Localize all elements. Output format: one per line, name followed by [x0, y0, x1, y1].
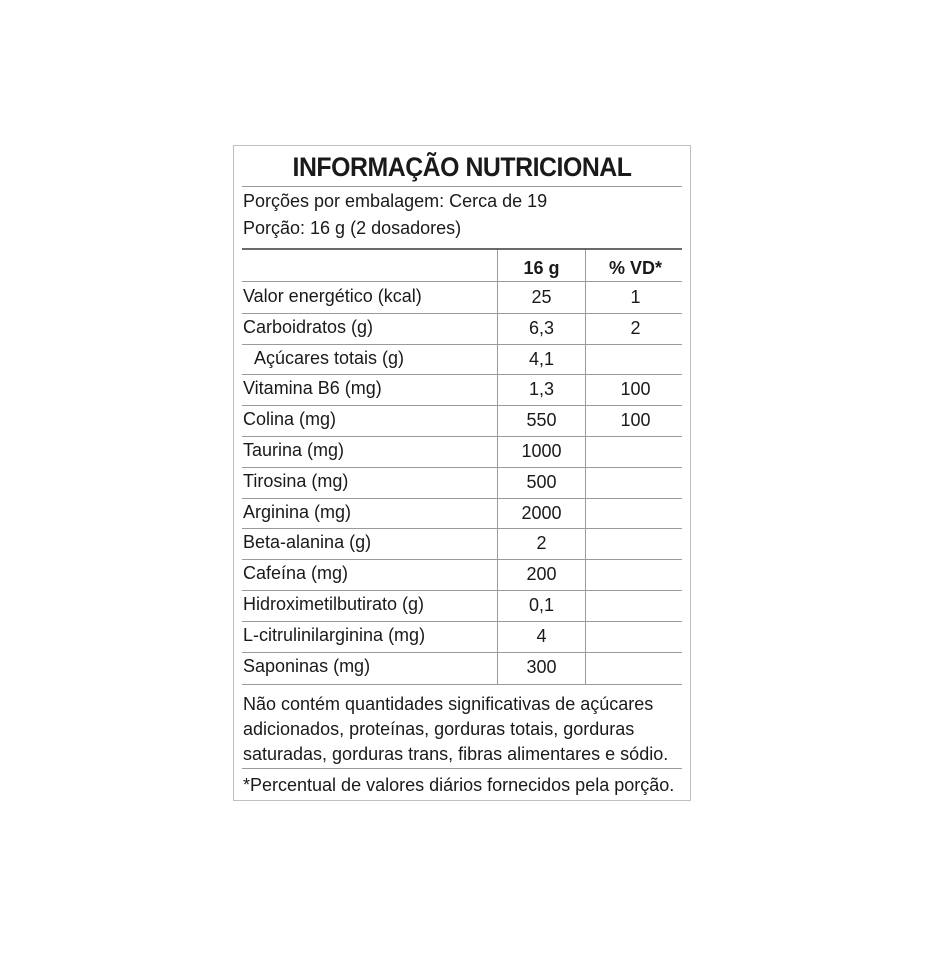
- row-amount: 200: [526, 564, 557, 585]
- row-amount: 300: [526, 656, 557, 677]
- title-divider: [242, 186, 682, 187]
- table-header-divider: [242, 281, 682, 282]
- footnote: *Percentual de valores diários fornecidos pela porção.: [243, 775, 675, 795]
- row-name: Carboidratos (g): [243, 316, 374, 337]
- row-name: Taurina (mg): [243, 440, 345, 460]
- header-daily-value: % VD*: [608, 258, 662, 278]
- row-name: Beta-alanina (g): [243, 532, 372, 553]
- row-amount: 550: [526, 410, 557, 431]
- footnote-divider: [242, 768, 682, 769]
- row-name: Colina (mg): [243, 409, 337, 430]
- row-divider: [242, 528, 682, 529]
- row-amount: 500: [526, 471, 557, 492]
- header-divider: [242, 248, 682, 250]
- row-amount: 1000: [521, 441, 562, 461]
- row-daily-value: 100: [620, 410, 651, 431]
- row-name: Açúcares totais (g): [254, 347, 405, 368]
- row-amount: 25: [531, 287, 552, 307]
- row-divider: [242, 498, 682, 499]
- note-line-2: adicionados, proteínas, gorduras totais, gorduras: [243, 719, 635, 739]
- note-line-3: saturadas, gorduras trans, fibras alimentares e sódio.: [243, 744, 669, 764]
- header-amount: 16 g: [523, 258, 560, 278]
- row-amount: 6,3: [528, 317, 555, 338]
- row-amount: 0,1: [528, 595, 555, 615]
- row-name: Cafeína (mg): [243, 563, 349, 584]
- row-divider: [242, 621, 682, 622]
- row-name: Vitamina B6 (mg): [243, 378, 382, 399]
- row-divider: [242, 590, 682, 591]
- row-divider: [242, 374, 682, 375]
- row-divider: [242, 559, 682, 560]
- row-divider: [242, 344, 682, 345]
- row-daily-value: 100: [620, 379, 651, 400]
- row-divider: [242, 313, 682, 314]
- row-amount: 4,1: [528, 348, 555, 369]
- row-name: Saponinas (mg): [243, 655, 371, 676]
- row-amount: 4: [536, 625, 547, 646]
- row-name: Tirosina (mg): [243, 470, 349, 491]
- table-bottom-divider: [242, 684, 682, 685]
- row-amount: 2000: [521, 502, 562, 523]
- row-name: L-citrulinilarginina (mg): [243, 624, 426, 645]
- row-divider: [242, 467, 682, 468]
- row-daily-value: 1: [630, 287, 641, 307]
- label-title: INFORMAÇÃO NUTRICIONAL: [292, 152, 632, 182]
- row-divider: [242, 652, 682, 653]
- row-amount: 2: [536, 533, 547, 554]
- nutrition-facts-label: [233, 145, 691, 801]
- row-name: Arginina (mg): [243, 501, 352, 522]
- row-name: Hidroximetilbutirato (g): [243, 594, 425, 614]
- row-divider: [242, 436, 682, 437]
- row-daily-value: 2: [630, 317, 641, 338]
- row-divider: [242, 405, 682, 406]
- row-amount: 1,3: [528, 379, 555, 400]
- note-line-1: Não contém quantidades significativas de açúcares: [243, 694, 654, 714]
- row-name: Valor energético (kcal): [243, 286, 422, 306]
- serving-size: Porção: 16 g (2 dosadores): [243, 218, 462, 238]
- servings-per-package: Porções por embalagem: Cerca de 19: [243, 191, 548, 211]
